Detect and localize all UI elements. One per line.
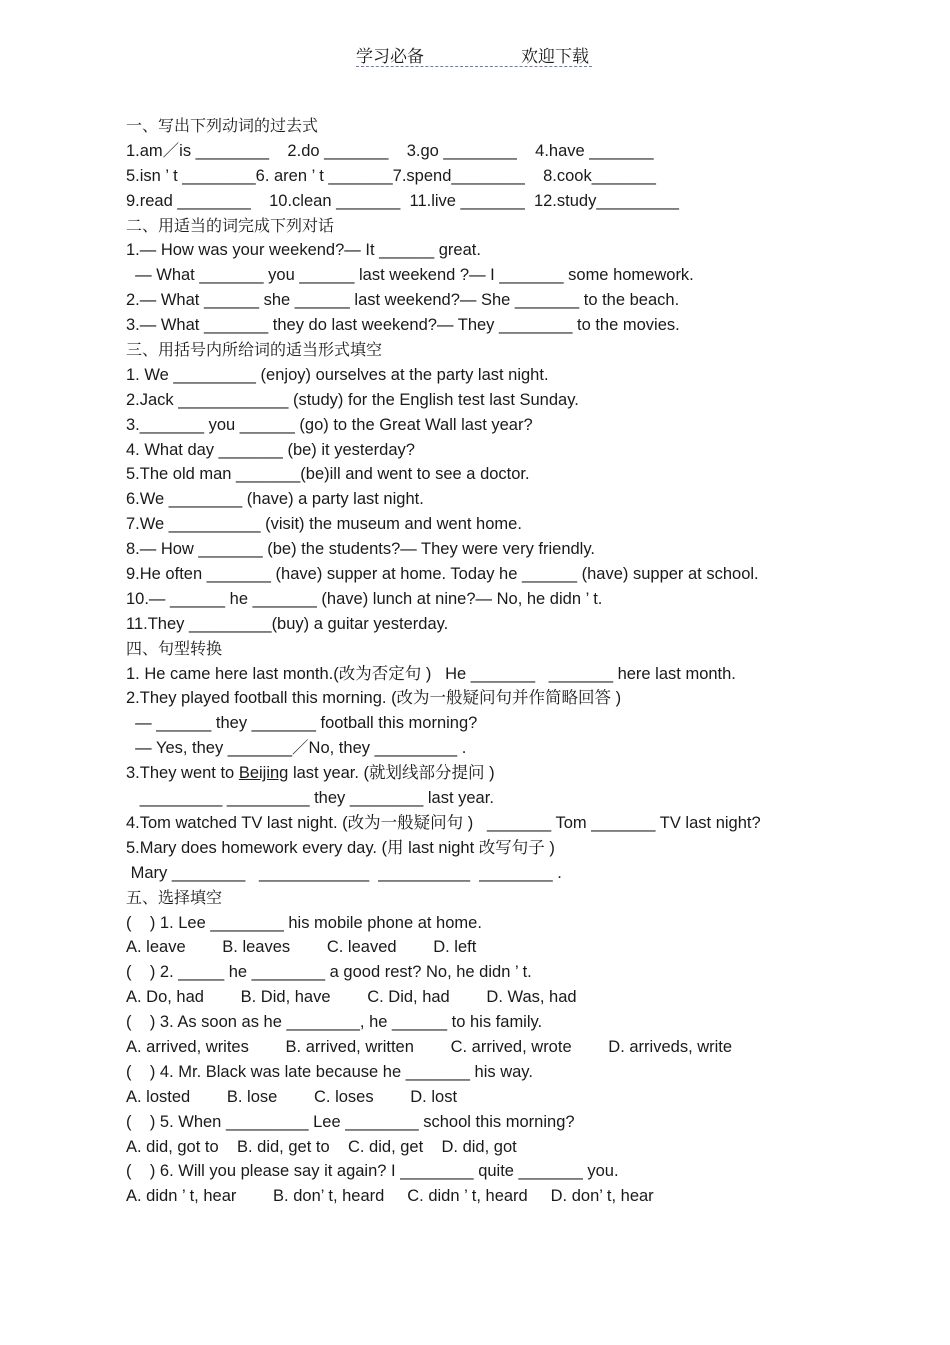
question-line: ( ) 2. _____ he ________ a good rest? No, he didn ’ t.	[126, 963, 532, 982]
exercise-line: 11.They _________(buy) a guitar yesterday.	[126, 614, 449, 633]
question-line: ( ) 4. Mr. Black was late because he _______ his way.	[126, 1062, 533, 1081]
section-heading: 三、用括号内所给词的适当形式填空	[126, 340, 383, 360]
options-line: A. leave B. leaves C. leaved D. left	[126, 938, 477, 957]
exercise-line: Mary ________ ____________ __________ ________ .	[126, 863, 562, 882]
exercise-line: 3.— What _______ they do last weekend?— They ________ to the movies.	[126, 316, 680, 335]
exercise-line: 5.The old man _______(be)ill and went to see a doctor.	[126, 465, 530, 484]
question-line: ( ) 5. When _________ Lee ________ school this morning?	[126, 1112, 575, 1131]
exercise-line: 3.They went to Beijing last year. (就划线部分提问 )	[126, 764, 495, 783]
exercise-line: 5.Mary does homework every day. (用 last night 改写句子 )	[126, 838, 555, 857]
question-line: ( ) 6. Will you please say it again? I ________ quite _______ you.	[126, 1162, 619, 1181]
options-line: A. losted B. lose C. loses D. lost	[126, 1087, 458, 1106]
worksheet-body	[126, 114, 926, 1209]
question-line: ( ) 1. Lee ________ his mobile phone at home.	[126, 913, 482, 932]
exercise-line: 7.We __________ (visit) the museum and went home.	[126, 515, 522, 534]
exercise-line: 2.— What ______ she ______ last weekend?— She _______ to the beach.	[126, 291, 680, 310]
exercise-line: 1.am／is ________ 2.do _______ 3.go ________ 4.have _______	[126, 141, 654, 160]
options-line: A. arrived, writes B. arrived, written C. arrived, wrote D. arriveds, write	[126, 1037, 733, 1056]
options-line: A. Do, had B. Did, have C. Did, had D. Was, had	[126, 988, 577, 1007]
section-heading: 一、写出下列动词的过去式	[126, 116, 319, 135]
underlined-word: Beijing	[238, 764, 289, 783]
options-line: A. did, got to B. did, get to C. did, get D. did, got	[126, 1137, 517, 1156]
exercise-line: 5.isn ’ t ________6. aren ’ t _______7.spend________ 8.cook_______	[126, 166, 656, 185]
options-line: A. didn ’ t, hear B. don’ t, heard C. didn ’ t, heard D. don’ t, hear	[126, 1187, 654, 1206]
page-header	[356, 42, 592, 67]
exercise-line: 1.— How was your weekend?— It ______ great.	[126, 241, 481, 260]
question-line: ( ) 3. As soon as he ________, he ______ to his family.	[126, 1013, 543, 1032]
exercise-line: 3._______ you ______ (go) to the Great Wall last year?	[126, 415, 533, 434]
exercise-line: 2.Jack ____________ (study) for the English test last Sunday.	[126, 390, 579, 409]
exercise-line: — Yes, they _______／No, they _________ .	[126, 739, 467, 758]
exercise-line: — What _______ you ______ last weekend ?— I _______ some homework.	[126, 266, 694, 285]
exercise-line: 9.He often _______ (have) supper at home. Today he ______ (have) supper at school.	[126, 565, 759, 584]
exercise-line: 1. We _________ (enjoy) ourselves at the party last night.	[126, 365, 549, 384]
header-right-text: 欢迎下载	[521, 47, 589, 67]
exercise-line: 2.They played football this morning. (改为一般疑问句并作简略回答 )	[126, 689, 622, 708]
section-heading: 四、句型转换	[126, 638, 223, 658]
exercise-line: 8.— How _______ (be) the students?— They were very friendly.	[126, 540, 595, 559]
header-left-text: 学习必备	[356, 47, 424, 67]
exercise-line: 10.— ______ he _______ (have) lunch at nine?— No, he didn ’ t.	[126, 589, 603, 608]
exercise-line: 4.Tom watched TV last night. (改为一般疑问句 ) _______ Tom _______ TV last night?	[126, 813, 761, 832]
exercise-line: — ______ they _______ football this morning?	[126, 714, 478, 733]
exercise-line: 1. He came here last month.(改为否定句 ) He _______ _______ here last month.	[126, 664, 736, 683]
section-heading: 二、用适当的词完成下列对话	[126, 215, 335, 235]
exercise-line: 4. What day _______ (be) it yesterday?	[126, 440, 415, 459]
exercise-line: _________ _________ they ________ last year.	[126, 789, 494, 808]
exercise-line: 9.read ________ 10.clean _______ 11.live _______ 12.study_________	[126, 191, 679, 210]
exercise-line: 6.We ________ (have) a party last night.	[126, 490, 424, 509]
section-heading: 五、选择填空	[126, 887, 223, 907]
